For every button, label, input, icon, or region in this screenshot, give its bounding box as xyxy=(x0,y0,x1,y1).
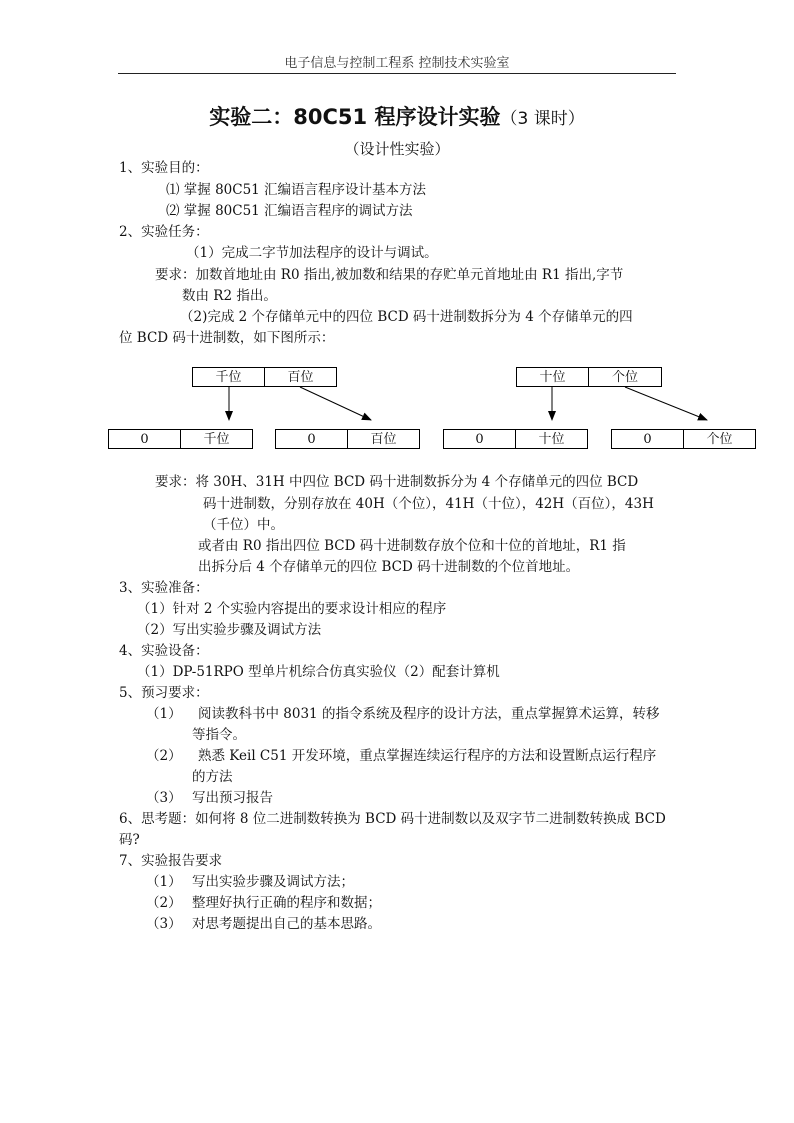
src-tens-cell: 十位 xyxy=(516,367,589,387)
dest-hundreds-zero: 0 xyxy=(275,429,348,449)
s2-req2-line-1: 要求：将 30H、31H 中四位 BCD 码十进制数拆分为 4 个存储单元的四位 BCD xyxy=(155,474,639,490)
s4-item: （1）DP-51RPO 型单片机综合仿真实验仪（2）配套计算机 xyxy=(137,664,500,680)
s2-heading: 2、实验任务： xyxy=(119,224,209,240)
s5-item-2-num: （2） xyxy=(146,748,182,764)
src-thousands-cell: 千位 xyxy=(192,367,265,387)
src-hundreds-cell: 百位 xyxy=(264,367,337,387)
s3-item-1: （1）针对 2 个实验内容提出的要求设计相应的程序 xyxy=(137,601,447,617)
s1-item-1: ⑴ 掌握 80C51 汇编语言程序设计基本方法 xyxy=(166,182,427,198)
title-hours: （3 课时） xyxy=(500,109,585,129)
s2-task-1: （1）完成二字节加法程序的设计与调试。 xyxy=(186,245,438,261)
s7-item-3-text: 对思考题提出自己的基本思路。 xyxy=(192,916,381,932)
s5-item-1-num: （1） xyxy=(146,706,182,722)
s7-item-1-text: 写出实验步骤及调试方法； xyxy=(192,874,354,890)
s2-req2-line-4: 或者由 R0 指出四位 BCD 码十进制数存放个位和十位的首地址，R1 指 xyxy=(198,538,626,554)
s2-req1-line-1: 要求：加数首地址由 R0 指出,被加数和结果的存贮单元首地址由 R1 指出,字节 xyxy=(155,267,624,283)
s7-item-2-num: （2） xyxy=(146,895,182,911)
s1-item-2: ⑵ 掌握 80C51 汇编语言程序的调试方法 xyxy=(166,203,413,219)
s7-item-1-num: （1） xyxy=(146,874,182,890)
arrow-hundreds xyxy=(300,387,371,420)
s2-req2-line-5: 出拆分后 4 个存储单元的四位 BCD 码十进制数的个位首地址。 xyxy=(198,559,580,575)
s6-line-1: 6、思考题：如何将 8 位二进制数转换为 BCD 码十进制数以及双字节二进制数转换成 BCD xyxy=(119,811,666,827)
s7-item-2-text: 整理好执行正确的程序和数据； xyxy=(192,895,381,911)
s3-heading: 3、实验准备： xyxy=(119,580,209,596)
s3-item-2: （2）写出实验步骤及调试方法 xyxy=(137,622,322,638)
page-subtitle: （设计性实验） xyxy=(344,140,450,158)
s5-item-2-line-2: 的方法 xyxy=(192,769,233,785)
s5-item-3-num: （3） xyxy=(146,790,182,806)
s7-heading: 7、实验报告要求 xyxy=(119,853,223,869)
dest-tens-zero: 0 xyxy=(443,429,516,449)
s4-heading: 4、实验设备： xyxy=(119,643,209,659)
src-units-cell: 个位 xyxy=(588,367,662,387)
s5-item-1-line-1: 阅读教科书中 8031 的指令系统及程序的设计方法，重点掌握算术运算，转移 xyxy=(198,706,660,722)
s5-item-2-line-1: 熟悉 Keil C51 开发环境，重点掌握连续运行程序的方法和设置断点运行程序 xyxy=(198,748,657,764)
page-header: 电子信息与控制工程系 控制技术实验室 xyxy=(284,56,510,71)
title-main: 实验二：80C51 程序设计实验 xyxy=(209,105,501,129)
s2-req1-line-2: 数由 R2 指出。 xyxy=(182,288,277,304)
s7-item-3-num: （3） xyxy=(146,916,182,932)
s6-line-2: 码? xyxy=(119,832,140,848)
s5-item-3-line-1: 写出预习报告 xyxy=(192,790,273,806)
dest-thousands-digit: 千位 xyxy=(180,429,253,449)
arrow-units xyxy=(625,387,707,420)
s2-task-2-line-2: 位 BCD 码十进制数，如下图所示： xyxy=(119,330,335,346)
s2-task-2-line-1: （2)完成 2 个存储单元中的四位 BCD 码十进制数拆分为 4 个存储单元的四 xyxy=(180,309,633,325)
dest-tens-digit: 十位 xyxy=(515,429,588,449)
s5-item-1-line-2: 等指令。 xyxy=(192,727,246,743)
s5-heading: 5、预习要求： xyxy=(119,685,209,701)
dest-thousands-zero: 0 xyxy=(108,429,181,449)
s1-heading: 1、实验目的： xyxy=(119,160,209,176)
dest-hundreds-digit: 百位 xyxy=(347,429,420,449)
s2-req2-line-3: （千位）中。 xyxy=(203,517,284,533)
dest-units-digit: 个位 xyxy=(683,429,756,449)
s2-req2-line-2: 码十进制数，分别存放在 40H（个位），41H（十位），42H（百位），43H xyxy=(203,496,654,512)
dest-units-zero: 0 xyxy=(611,429,684,449)
bcd-split-diagram xyxy=(0,0,794,470)
